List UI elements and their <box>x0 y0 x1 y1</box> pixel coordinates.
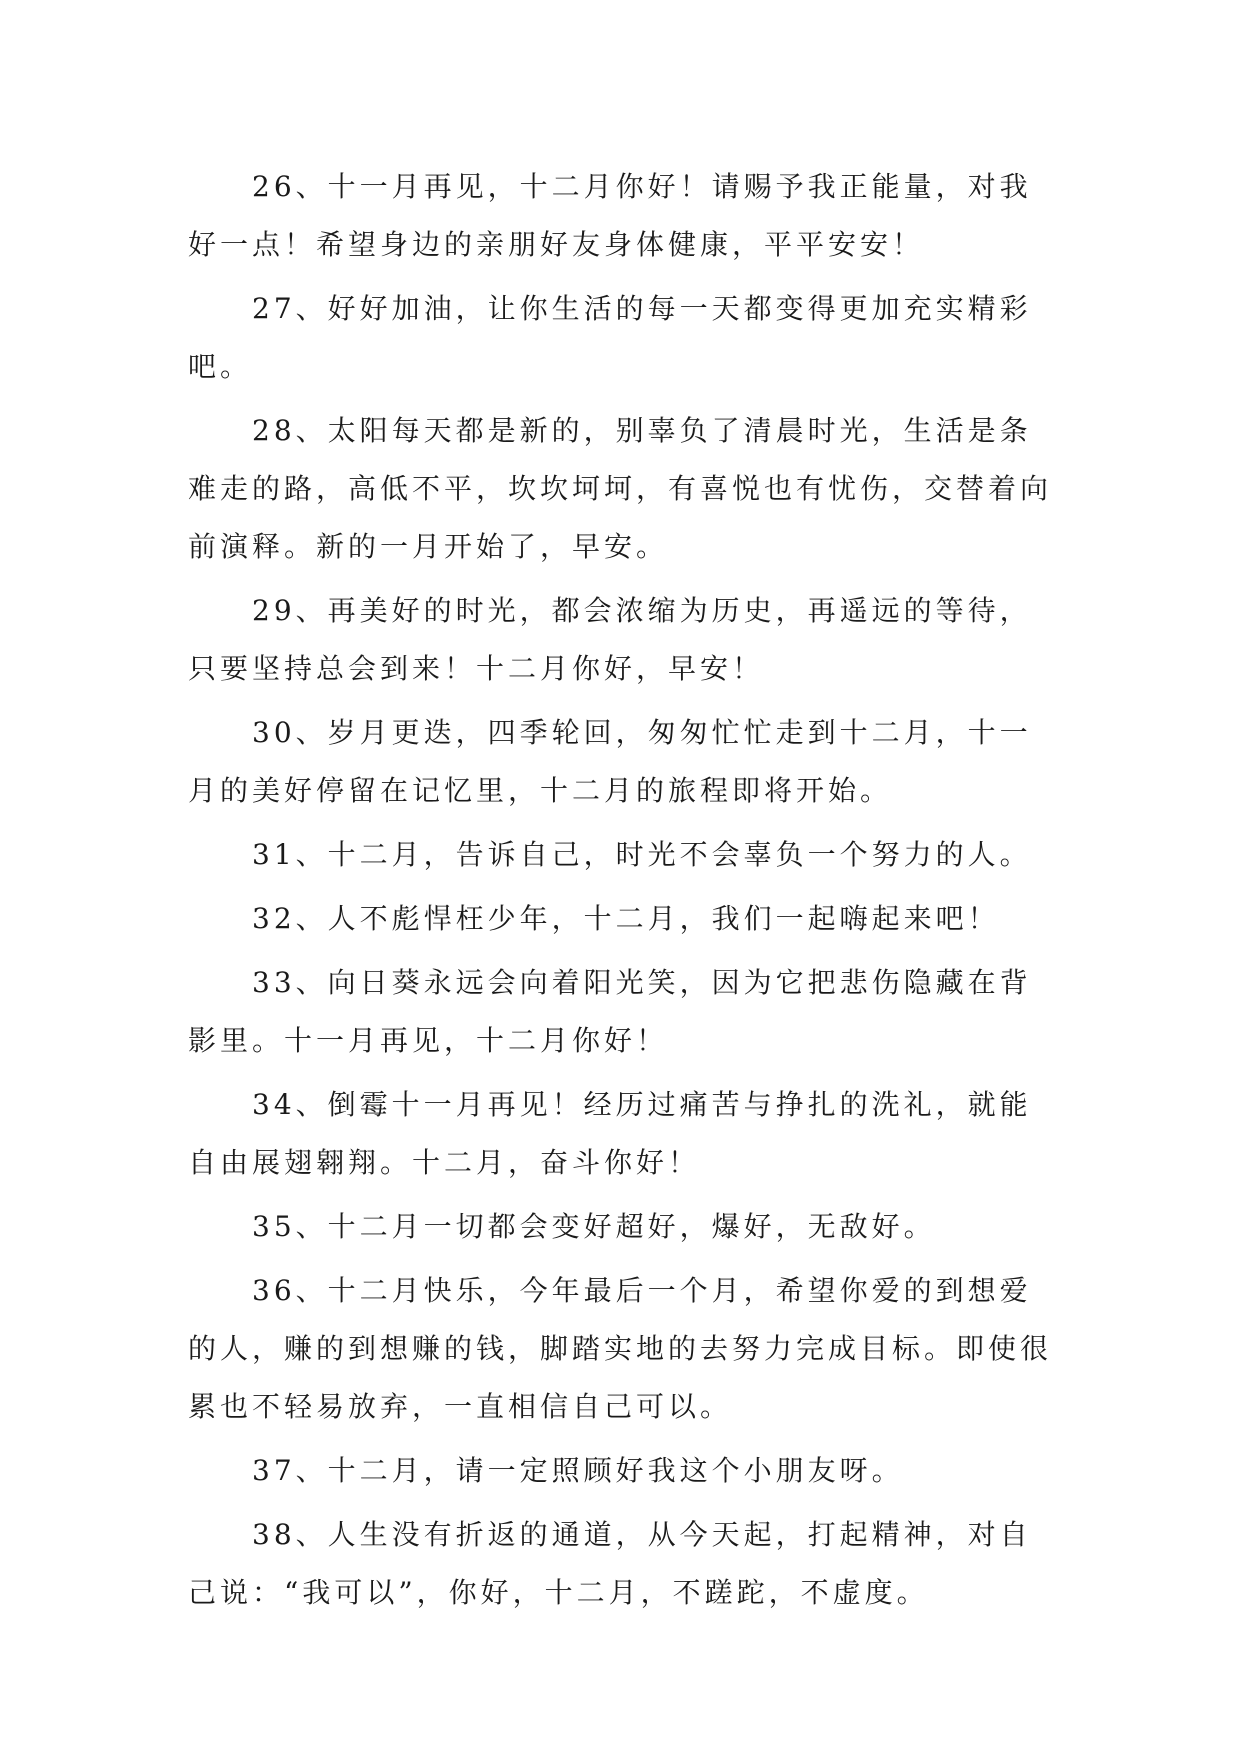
paragraph-30: 30、岁月更迭，四季轮回，匆匆忙忙走到十二月，十一月的美好停留在记忆里，十二月的旅程即将开始。 <box>188 716 1032 807</box>
paragraph-33: 33、向日葵永远会向着阳光笑，因为它把悲伤隐藏在背影里。十一月再见，十二月你好！ <box>188 966 1032 1057</box>
paragraph-34: 34、倒霉十一月再见！经历过痛苦与挣扎的洗礼，就能自由展翅翱翔。十二月，奋斗你好！ <box>188 1088 1032 1179</box>
paragraph-36: 36、十二月快乐，今年最后一个月，希望你爱的到想爱的人，赚的到想赚的钱，脚踏实地的去努力完成目标。即使很累也不轻易放弃，一直相信自己可以。 <box>188 1274 1053 1423</box>
paragraph-29: 29、再美好的时光，都会浓缩为历史，再遥远的等待，只要坚持总会到来！十二月你好，早安！ <box>188 594 1032 685</box>
paragraph-38: 38、人生没有折返的通道，从今天起，打起精神，对自己说：“我可以”，你好，十二月，不蹉跎，不虚度。 <box>188 1518 1032 1609</box>
paragraph-37: 37、十二月，请一定照顾好我这个小朋友呀。 <box>252 1454 904 1487</box>
paragraph-31: 31、十二月，告诉自己，时光不会辜负一个努力的人。 <box>252 838 1032 871</box>
paragraph-32: 32、人不彪悍枉少年，十二月，我们一起嗨起来吧！ <box>252 902 1000 935</box>
document-body <box>188 158 1063 1628</box>
paragraph-26: 26、十一月再见，十二月你好！请赐予我正能量，对我好一点！希望身边的亲朋好友身体健康，平平安安！ <box>188 170 1032 261</box>
paragraph-28: 28、太阳每天都是新的，别辜负了清晨时光，生活是条难走的路，高低不平，坎坎坷坷，有喜悦也有忧伤，交替着向前演释。新的一月开始了，早安。 <box>188 414 1053 563</box>
paragraph-27: 27、好好加油，让你生活的每一天都变得更加充实精彩吧。 <box>188 292 1032 383</box>
paragraph-35: 35、十二月一切都会变好超好，爆好，无敌好。 <box>252 1210 936 1243</box>
